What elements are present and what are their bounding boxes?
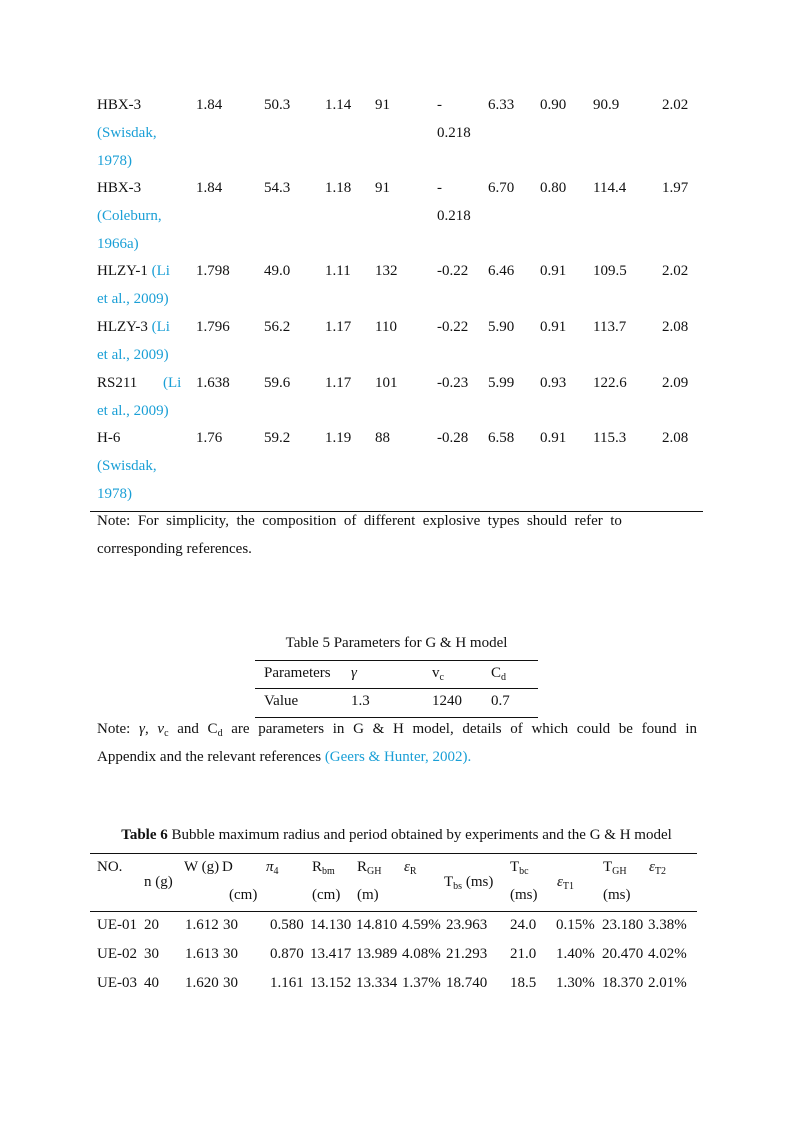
cell: 114.4	[593, 180, 627, 196]
reference-link[interactable]: (Swisdak,	[97, 125, 157, 141]
table6-header-rule	[90, 911, 697, 912]
cell: 5.99	[488, 375, 515, 391]
cell: 0.93	[540, 375, 567, 391]
cell: 2.08	[662, 319, 689, 335]
cell: 2.01%	[648, 975, 687, 991]
cell: 56.2	[264, 319, 291, 335]
cell: 49.0	[264, 263, 291, 279]
subscript: bm	[322, 866, 335, 877]
table5-header-gamma: γ	[351, 665, 357, 681]
reference-link[interactable]: 1966a)	[97, 236, 139, 252]
cell: 122.6	[593, 375, 627, 391]
table5-header-parameters: Parameters	[264, 665, 331, 681]
col-header-d-unit: (cm)	[229, 887, 258, 903]
symbol: T	[603, 859, 613, 875]
symbol: ε	[649, 859, 655, 875]
explosive-name: HBX-3	[97, 180, 142, 196]
explosive-name	[97, 262, 170, 280]
cell: 113.7	[593, 319, 627, 335]
cell: 23.963	[446, 917, 488, 933]
subscript: GH	[367, 866, 382, 877]
table4-note	[97, 507, 697, 563]
cell: 0.218	[437, 125, 471, 141]
symbol: R	[312, 859, 323, 875]
cell: 115.3	[593, 430, 627, 446]
unit: (ms)	[462, 874, 494, 890]
col-header-tbc	[510, 858, 529, 876]
symbol: γ	[139, 721, 145, 737]
reference-link[interactable]: (Geers & Hunter, 2002).	[324, 749, 472, 765]
cell: 24.0	[510, 917, 537, 933]
cell: 1.18	[325, 180, 352, 196]
cell: 30	[223, 975, 238, 991]
cell: 1.19	[325, 430, 352, 446]
note-text: are parameters in G & H model, details of which could be found in	[222, 721, 697, 737]
subscript: d	[501, 672, 507, 683]
cell: 18.5	[510, 975, 537, 991]
cell: 0.7	[491, 693, 510, 709]
reference-link[interactable]: et al., 2009)	[97, 291, 169, 307]
cell: 88	[375, 430, 390, 446]
reference-link[interactable]: (Li	[151, 319, 170, 335]
symbol: v	[432, 665, 440, 681]
subscript: R	[409, 866, 417, 877]
cell: 0.91	[540, 319, 567, 335]
cell: 1.17	[325, 375, 352, 391]
note-line: corresponding references.	[97, 541, 252, 557]
cell: 20	[144, 917, 159, 933]
cell: 6.33	[488, 97, 515, 113]
cell: 132	[375, 263, 398, 279]
cell: 18.370	[602, 975, 644, 991]
table5-mid-rule	[255, 688, 538, 689]
note-text: and C	[168, 721, 218, 737]
subscript: T2	[654, 866, 667, 877]
cell: 91	[375, 180, 390, 196]
reference-link[interactable]: et al., 2009)	[97, 403, 169, 419]
cell: 54.3	[264, 180, 291, 196]
cell: 1.17	[325, 319, 352, 335]
name-text: HLZY-3	[97, 319, 148, 335]
col-header-d: D	[222, 859, 233, 875]
symbol: ε	[404, 859, 410, 875]
reference-link[interactable]: 1978)	[97, 153, 132, 169]
cell: UE-01	[97, 917, 137, 933]
cell: 1.40%	[556, 946, 595, 962]
reference-link[interactable]: (Li	[163, 375, 182, 391]
subscript: d	[217, 728, 223, 739]
col-header-rgh-unit: (m)	[357, 887, 379, 903]
table6-top-rule	[90, 853, 697, 854]
col-header-no: NO.	[97, 859, 123, 875]
cell: 1.796	[196, 319, 230, 335]
cell: 2.02	[662, 97, 689, 113]
col-header-tgh	[603, 858, 627, 876]
cell: 30	[223, 917, 238, 933]
cell: 4.59%	[402, 917, 441, 933]
subscript: bc	[519, 866, 529, 877]
cell: 1.30%	[556, 975, 595, 991]
cell: 3.38%	[648, 917, 687, 933]
cell: UE-02	[97, 946, 137, 962]
name-text: HLZY-1	[97, 263, 148, 279]
cell: UE-03	[97, 975, 137, 991]
symbol: v	[157, 721, 165, 737]
cell: 2.09	[662, 375, 689, 391]
cell: 14.130	[310, 917, 352, 933]
cell: 0.90	[540, 97, 567, 113]
subscript: bs	[453, 881, 463, 892]
note-line: Note: γ, $v_c$ and $C_d$ are parameters in G & H model, details of which could be found in	[97, 721, 697, 739]
table5-note	[97, 715, 697, 771]
col-header-tbc-unit: (ms)	[510, 887, 538, 903]
symbol: T	[444, 874, 454, 890]
explosive-name	[97, 318, 170, 336]
cell: 13.417	[310, 946, 352, 962]
cell: 0.80	[540, 180, 567, 196]
cell: 101	[375, 375, 398, 391]
cell: 90.9	[593, 97, 620, 113]
cell: -	[437, 180, 442, 196]
reference-link[interactable]: et al., 2009)	[97, 347, 169, 363]
note-text: Appendix and the relevant references	[97, 749, 325, 765]
note-line: Note: For simplicity, the composition of different explosive types should refer to	[97, 513, 622, 529]
cell: 59.6	[264, 375, 291, 391]
cell: 0.91	[540, 430, 567, 446]
cell: 1.11	[325, 263, 351, 279]
subscript: c	[164, 728, 169, 739]
table6-caption	[0, 826, 793, 844]
note-line	[97, 743, 697, 771]
caption-text: Bubble maximum radius and period obtained by experiments and the G & H model	[167, 827, 672, 843]
cell: 1.84	[196, 97, 223, 113]
symbol: R	[357, 859, 368, 875]
reference-link[interactable]: (Swisdak,	[97, 458, 157, 474]
symbol: T	[510, 859, 520, 875]
cell: 1.76	[196, 430, 223, 446]
explosive-name: H-6	[97, 430, 121, 446]
cell: 21.293	[446, 946, 488, 962]
reference-link[interactable]: 1978)	[97, 486, 132, 502]
cell: 23.180	[602, 917, 644, 933]
cell: -0.28	[437, 430, 469, 446]
subscript: 4	[273, 866, 279, 877]
subscript: c	[439, 672, 444, 683]
cell: 4.02%	[648, 946, 687, 962]
table5-header-cd	[491, 664, 506, 682]
cell: 6.70	[488, 180, 515, 196]
cell: 1.14	[325, 97, 352, 113]
cell: 110	[375, 319, 397, 335]
cell: 1.612	[185, 917, 219, 933]
cell: 50.3	[264, 97, 291, 113]
cell: -0.22	[437, 319, 469, 335]
col-header-n: n (g)	[144, 874, 173, 890]
col-header-pi4	[266, 858, 279, 876]
cell: 91	[375, 97, 390, 113]
cell: 6.46	[488, 263, 515, 279]
table5-row-label: Value	[264, 693, 299, 709]
cell: 1.3	[351, 693, 370, 709]
explosive-name: HBX-3	[97, 97, 142, 113]
col-header-epsilon-t1	[557, 873, 574, 891]
subscript: T1	[562, 881, 575, 892]
cell: 0.218	[437, 208, 471, 224]
cell: 1.97	[662, 180, 689, 196]
cell: 0.870	[270, 946, 304, 962]
subscript: GH	[612, 866, 627, 877]
cell: 20.470	[602, 946, 644, 962]
cell: 109.5	[593, 263, 627, 279]
cell: 13.334	[356, 975, 398, 991]
cell: 1.37%	[402, 975, 441, 991]
cell: -	[437, 97, 442, 113]
reference-link[interactable]: (Coleburn,	[97, 208, 162, 224]
col-header-epsilon-t2	[649, 858, 666, 876]
cell: 1.161	[270, 975, 304, 991]
cell: 4.08%	[402, 946, 441, 962]
cell: 5.90	[488, 319, 515, 335]
cell: 1.620	[185, 975, 219, 991]
cell: 0.91	[540, 263, 567, 279]
cell: 1.638	[196, 375, 230, 391]
cell: -0.22	[437, 263, 469, 279]
symbol: π	[266, 859, 274, 875]
reference-link[interactable]: (Li	[151, 263, 170, 279]
col-header-rbm-unit: (cm)	[312, 887, 341, 903]
symbol: C	[491, 665, 502, 681]
cell: 21.0	[510, 946, 537, 962]
table5-top-rule	[255, 660, 538, 661]
cell: 59.2	[264, 430, 291, 446]
cell: 1.798	[196, 263, 230, 279]
cell: -0.23	[437, 375, 469, 391]
cell: 30	[223, 946, 238, 962]
cell: 0.15%	[556, 917, 595, 933]
cell: 2.08	[662, 430, 689, 446]
cell: 40	[144, 975, 159, 991]
symbol: ε	[557, 874, 563, 890]
cell: 1240	[432, 693, 462, 709]
cell: 1.84	[196, 180, 223, 196]
cell: 6.58	[488, 430, 515, 446]
note-text: Note:	[97, 721, 140, 737]
cell: 13.989	[356, 946, 398, 962]
cell: 30	[144, 946, 159, 962]
col-header-rbm	[312, 858, 335, 876]
col-header-rgh	[357, 858, 381, 876]
cell: 1.613	[185, 946, 219, 962]
cell: 13.152	[310, 975, 352, 991]
table5-header-vc	[432, 664, 444, 682]
cell: 18.740	[446, 975, 488, 991]
explosive-name: RS211	[97, 375, 138, 391]
table5-caption: Table 5 Parameters for G & H model	[285, 635, 508, 651]
cell: 2.02	[662, 263, 689, 279]
cell: 0.580	[270, 917, 304, 933]
col-header-tbs	[444, 873, 493, 891]
cell: 14.810	[356, 917, 398, 933]
caption-label: Table 6	[121, 827, 168, 843]
col-header-w: W (g)	[184, 859, 220, 875]
col-header-epsilon-r	[404, 858, 417, 876]
col-header-tgh-unit: (ms)	[603, 887, 631, 903]
